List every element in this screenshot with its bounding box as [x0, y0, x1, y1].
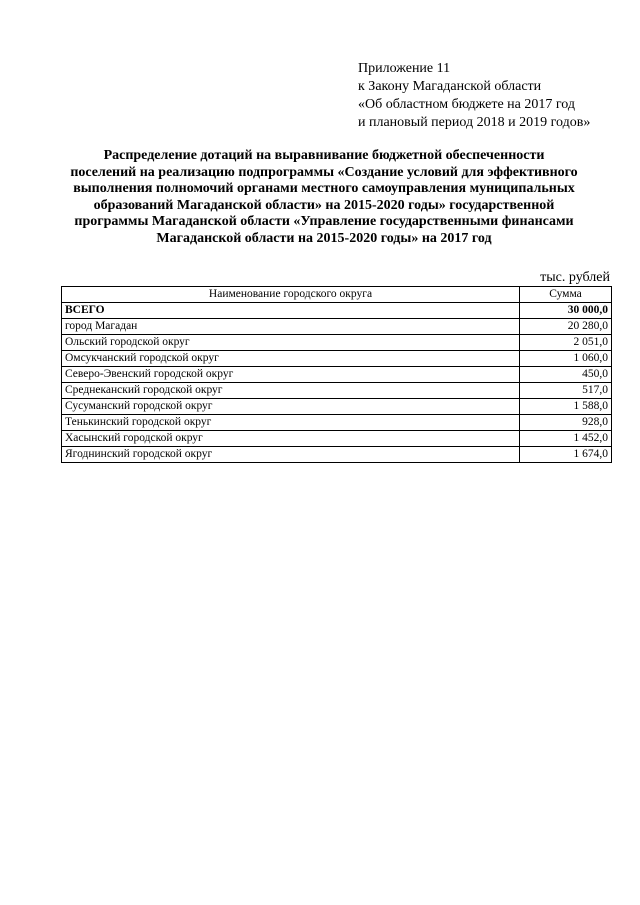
- table-row: [62, 431, 612, 447]
- row-name: Северо-Эвенский городской округ: [62, 367, 520, 383]
- table-row: [62, 367, 612, 383]
- row-sum: 517,0: [520, 383, 612, 399]
- appendix-line: «Об областном бюджете на 2017 год: [358, 97, 575, 112]
- row-name: Хасынский городской округ: [62, 431, 520, 447]
- row-name: Среднеканский городской округ: [62, 383, 520, 399]
- table-row: [62, 447, 612, 463]
- budget-table: [61, 286, 612, 463]
- document-title: [50, 148, 598, 248]
- row-sum: 928,0: [520, 415, 612, 431]
- title-line: образований Магаданской области» на 2015-2020 годы» государственной: [93, 197, 555, 213]
- title-line: Распределение дотаций на выравнивание бюджетной обеспеченности: [103, 148, 545, 163]
- row-sum: 2 051,0: [520, 335, 612, 351]
- row-name: Сусуманский городской округ: [62, 399, 520, 415]
- header-sum: Сумма: [520, 287, 612, 303]
- row-sum: 1 674,0: [520, 447, 612, 463]
- title-line: программы Магаданской области «Управление государственными финансами: [74, 214, 574, 230]
- units-label: тыс. рублей: [540, 270, 610, 285]
- row-sum: 1 060,0: [520, 351, 612, 367]
- row-sum: 30 000,0: [520, 303, 612, 319]
- table-row: [62, 399, 612, 415]
- table-header-row: [62, 287, 612, 303]
- row-sum: 450,0: [520, 367, 612, 383]
- row-name: Тенькинский городской округ: [62, 415, 520, 431]
- table-row: [62, 415, 612, 431]
- appendix-note: [358, 60, 590, 132]
- title-line: выполнения полномочий органами местного самоуправления муниципальных: [73, 181, 575, 197]
- row-name: Ольский городской округ: [62, 335, 520, 351]
- row-sum: 20 280,0: [520, 319, 612, 335]
- title-line: Магаданской области на 2015-2020 годы» на 2017 год: [156, 230, 492, 246]
- table-row: [62, 319, 612, 335]
- title-line: поселений на реализацию подпрограммы «Создание условий для эффективного: [70, 164, 578, 180]
- table-row: [62, 335, 612, 351]
- table-row: [62, 351, 612, 367]
- row-name: Ягоднинский городской округ: [62, 447, 520, 463]
- header-name: Наименование городского округа: [62, 287, 520, 303]
- table-row: [62, 383, 612, 399]
- row-name: ВСЕГО: [62, 303, 520, 319]
- row-name: Омсукчанский городской округ: [62, 351, 520, 367]
- table-row-total: [62, 303, 612, 319]
- appendix-line: Приложение 11: [358, 61, 451, 76]
- row-name: город Магадан: [62, 319, 520, 335]
- appendix-line: и плановый период 2018 и 2019 годов»: [358, 115, 591, 130]
- row-sum: 1 452,0: [520, 431, 612, 447]
- appendix-line: к Закону Магаданской области: [358, 79, 542, 94]
- row-sum: 1 588,0: [520, 399, 612, 415]
